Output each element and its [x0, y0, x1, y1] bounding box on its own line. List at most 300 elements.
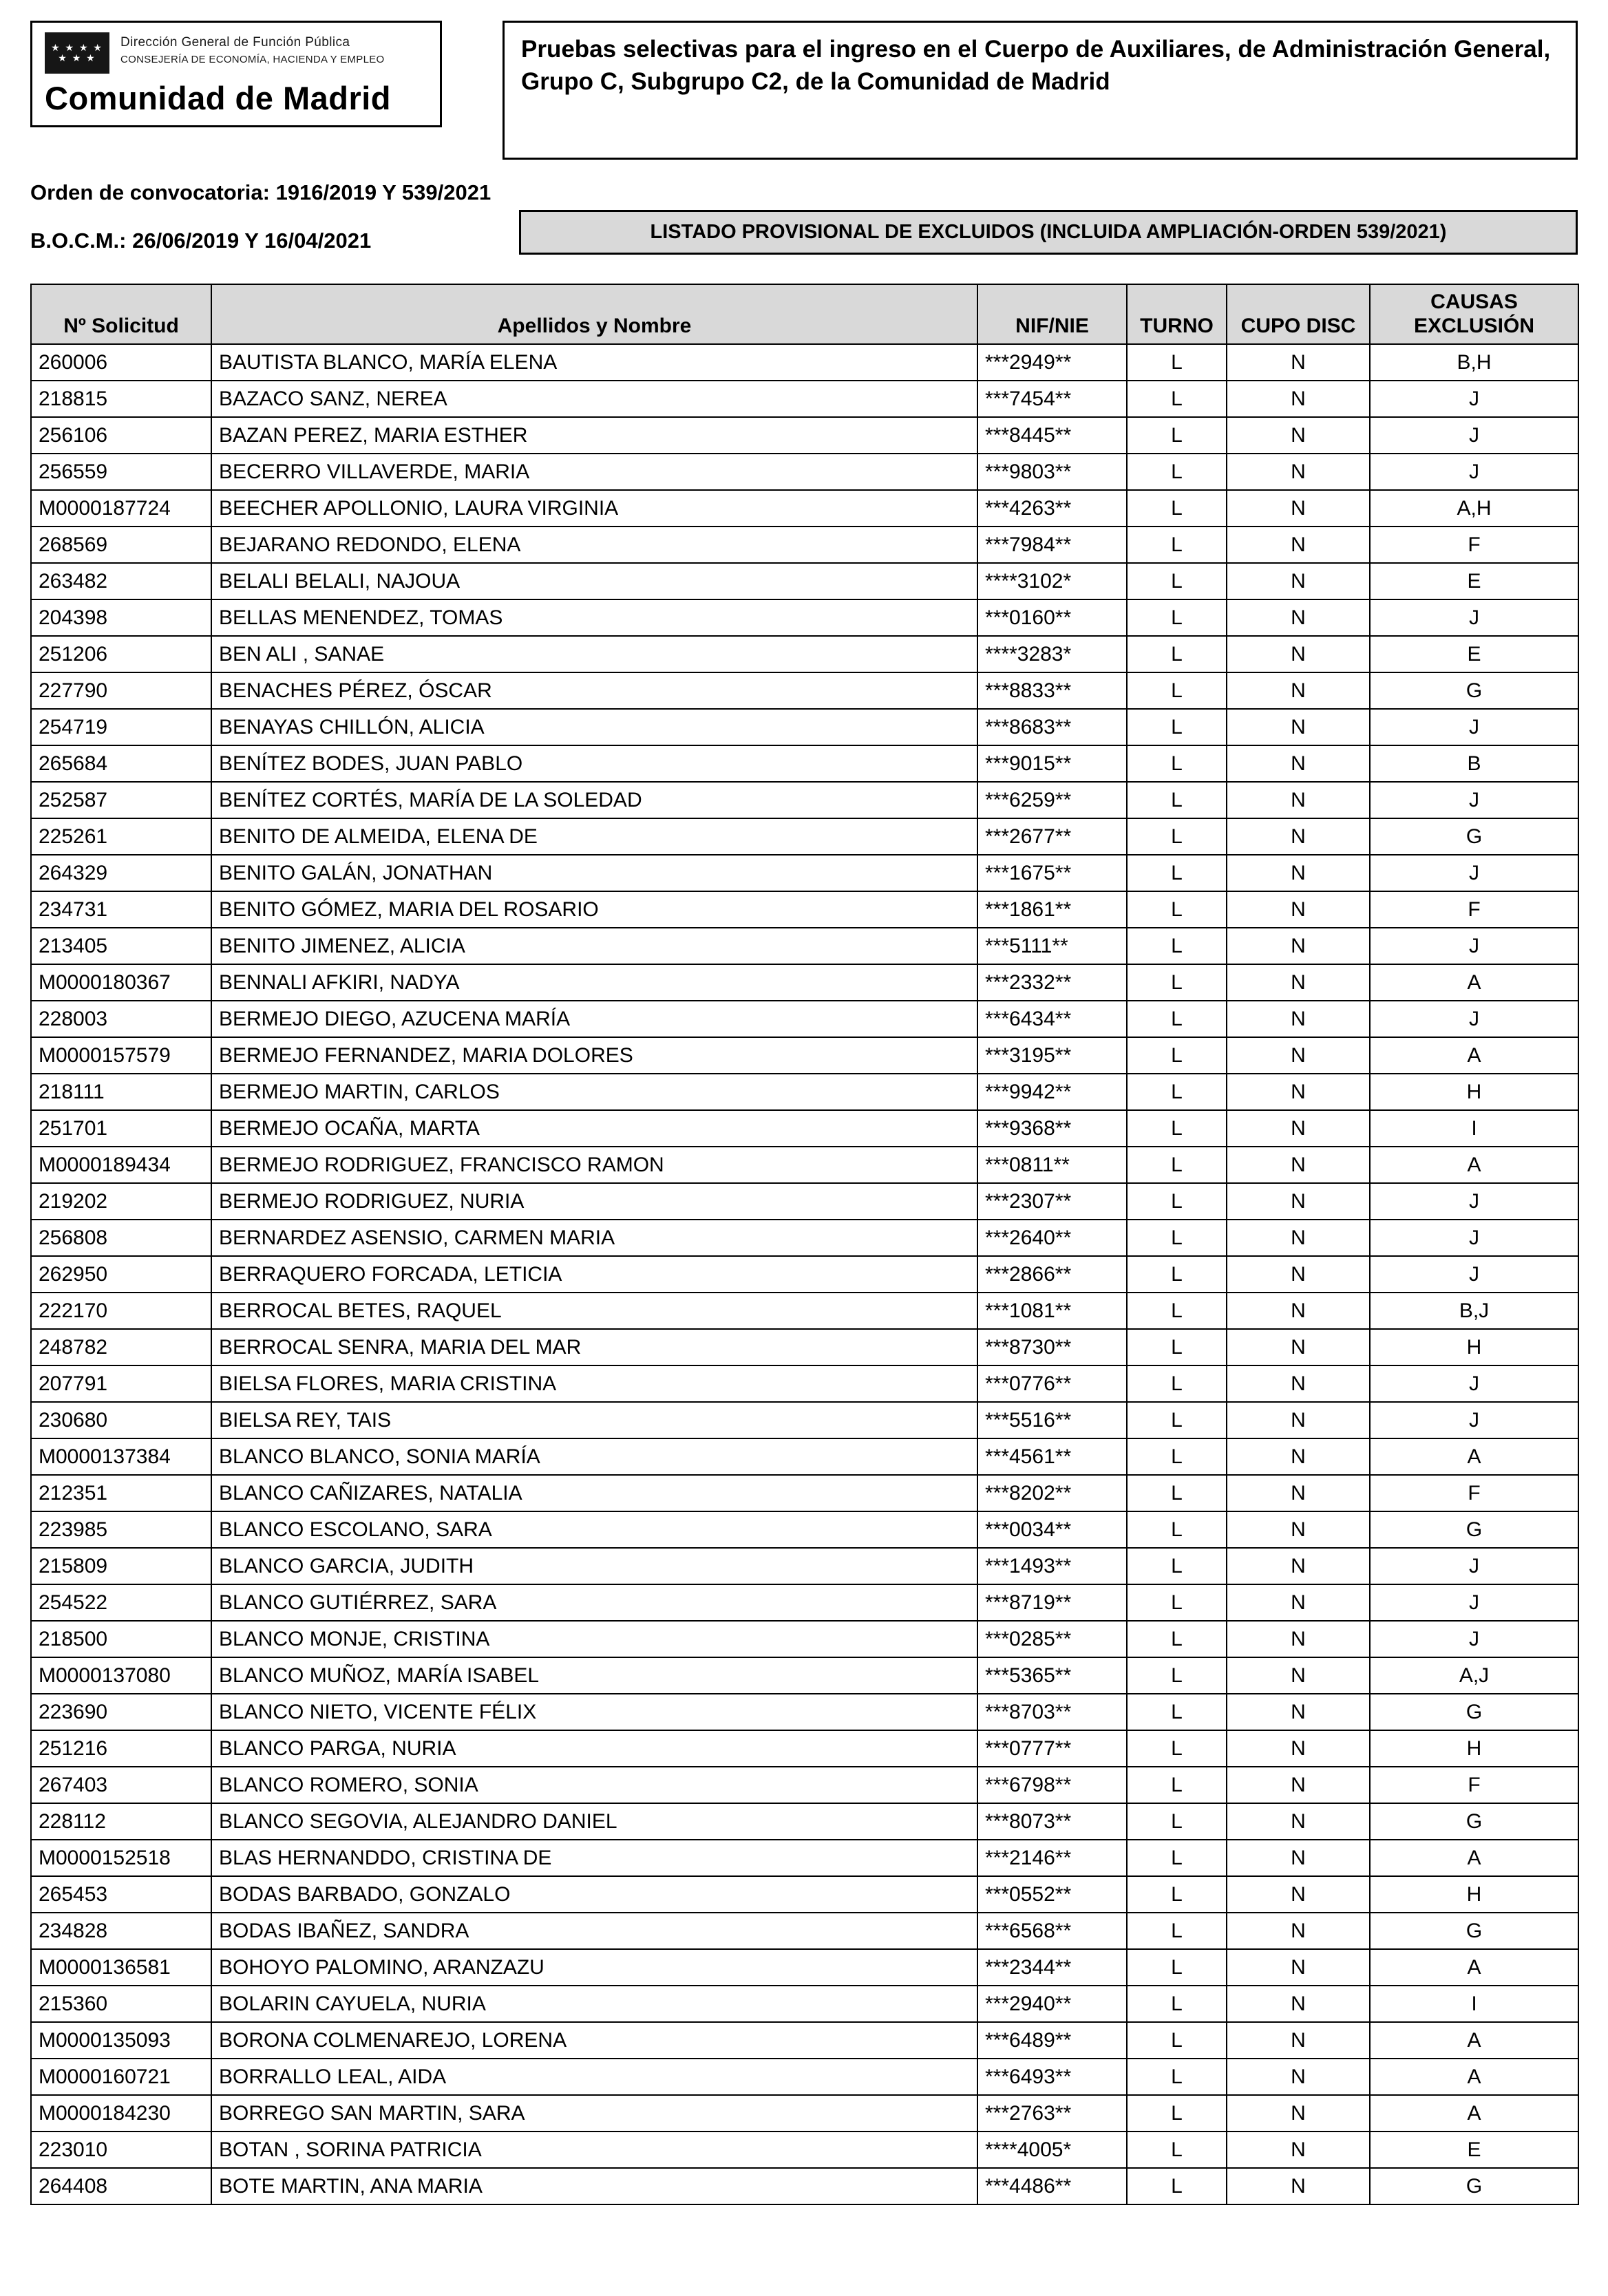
- solicitud-cell: M0000137080: [31, 1657, 211, 1694]
- turno-cell: L: [1127, 381, 1227, 417]
- table-row: [31, 1147, 1578, 1183]
- cupo-cell: N: [1227, 1183, 1370, 1220]
- table-row: [31, 1876, 1578, 1913]
- nif-cell: ****3102*: [977, 563, 1127, 599]
- solicitud-cell: M0000152518: [31, 1840, 211, 1876]
- table-row: [31, 490, 1578, 527]
- causas-cell: B: [1370, 745, 1578, 782]
- nif-cell: ***1081**: [977, 1293, 1127, 1329]
- header-nif-nie: NIF/NIE: [977, 284, 1127, 344]
- turno-cell: L: [1127, 1694, 1227, 1730]
- nif-cell: ***0034**: [977, 1511, 1127, 1548]
- cupo-cell: N: [1227, 1293, 1370, 1329]
- causas-cell: E: [1370, 563, 1578, 599]
- nombre-cell: BENAYAS CHILLÓN, ALICIA: [211, 709, 977, 745]
- nombre-cell: BERMEJO RODRIGUEZ, FRANCISCO RAMON: [211, 1147, 977, 1183]
- table-row: [31, 1657, 1578, 1694]
- nif-cell: ***2763**: [977, 2095, 1127, 2132]
- causas-cell: I: [1370, 1986, 1578, 2022]
- cupo-cell: N: [1227, 563, 1370, 599]
- cupo-cell: N: [1227, 454, 1370, 490]
- nif-cell: ***8202**: [977, 1475, 1127, 1511]
- causas-cell: J: [1370, 1001, 1578, 1037]
- solicitud-cell: 212351: [31, 1475, 211, 1511]
- solicitud-cell: 222170: [31, 1293, 211, 1329]
- turno-cell: L: [1127, 1220, 1227, 1256]
- turno-cell: L: [1127, 1584, 1227, 1621]
- turno-cell: L: [1127, 1621, 1227, 1657]
- solicitud-cell: M0000157579: [31, 1037, 211, 1074]
- solicitud-cell: 213405: [31, 928, 211, 964]
- causas-cell: A,J: [1370, 1657, 1578, 1694]
- nombre-cell: BLAS HERNANDDO, CRISTINA DE: [211, 1840, 977, 1876]
- nif-cell: ***6259**: [977, 782, 1127, 818]
- nombre-cell: BOLARIN CAYUELA, NURIA: [211, 1986, 977, 2022]
- turno-cell: L: [1127, 818, 1227, 855]
- causas-cell: J: [1370, 1220, 1578, 1256]
- turno-cell: L: [1127, 454, 1227, 490]
- causas-cell: A: [1370, 964, 1578, 1001]
- table-row: [31, 891, 1578, 928]
- causas-cell: J: [1370, 1402, 1578, 1438]
- solicitud-cell: 254719: [31, 709, 211, 745]
- solicitud-cell: 215360: [31, 1986, 211, 2022]
- orden-convocatoria: Orden de convocatoria: 1916/2019 Y 539/2021: [30, 180, 491, 204]
- table-row: [31, 2095, 1578, 2132]
- nombre-cell: BORONA COLMENAREJO, LORENA: [211, 2022, 977, 2059]
- nombre-cell: BIELSA REY, TAIS: [211, 1402, 977, 1438]
- causas-cell: A: [1370, 1438, 1578, 1475]
- turno-cell: L: [1127, 2022, 1227, 2059]
- causas-cell: J: [1370, 599, 1578, 636]
- nombre-cell: BERRAQUERO FORCADA, LETICIA: [211, 1256, 977, 1293]
- solicitud-cell: 256808: [31, 1220, 211, 1256]
- table-row: [31, 928, 1578, 964]
- nombre-cell: BERMEJO OCAÑA, MARTA: [211, 1110, 977, 1147]
- causas-cell: A: [1370, 1147, 1578, 1183]
- title-box: [502, 21, 1578, 160]
- solicitud-cell: M0000189434: [31, 1147, 211, 1183]
- causas-cell: J: [1370, 1365, 1578, 1402]
- turno-cell: L: [1127, 2095, 1227, 2132]
- nombre-cell: BORRALLO LEAL, AIDA: [211, 2059, 977, 2095]
- table-row: [31, 1475, 1578, 1511]
- causas-cell: A: [1370, 2059, 1578, 2095]
- causas-cell: F: [1370, 891, 1578, 928]
- nif-cell: ***0285**: [977, 1621, 1127, 1657]
- table-row: [31, 2022, 1578, 2059]
- nombre-cell: BENÍTEZ CORTÉS, MARÍA DE LA SOLEDAD: [211, 782, 977, 818]
- cupo-cell: N: [1227, 1001, 1370, 1037]
- cupo-cell: N: [1227, 1840, 1370, 1876]
- logo-line-direccion: Dirección General de Función Pública: [120, 35, 350, 50]
- nif-cell: ***0776**: [977, 1365, 1127, 1402]
- nombre-cell: BEECHER APOLLONIO, LAURA VIRGINIA: [211, 490, 977, 527]
- solicitud-cell: 251206: [31, 636, 211, 672]
- nombre-cell: BAUTISTA BLANCO, MARÍA ELENA: [211, 344, 977, 381]
- nif-cell: ***6493**: [977, 2059, 1127, 2095]
- nombre-cell: BENITO GÓMEZ, MARIA DEL ROSARIO: [211, 891, 977, 928]
- cupo-cell: N: [1227, 1511, 1370, 1548]
- header-turno: TURNO: [1127, 284, 1227, 344]
- causas-cell: J: [1370, 928, 1578, 964]
- causas-cell: J: [1370, 709, 1578, 745]
- causas-cell: H: [1370, 1730, 1578, 1767]
- causas-cell: J: [1370, 1584, 1578, 1621]
- nif-cell: ***2640**: [977, 1220, 1127, 1256]
- nif-cell: ***6798**: [977, 1767, 1127, 1803]
- nif-cell: ***6568**: [977, 1913, 1127, 1949]
- solicitud-cell: 230680: [31, 1402, 211, 1438]
- turno-cell: L: [1127, 1730, 1227, 1767]
- cupo-cell: N: [1227, 490, 1370, 527]
- table-row: [31, 672, 1578, 709]
- table-row: [31, 1511, 1578, 1548]
- causas-cell: J: [1370, 1548, 1578, 1584]
- header-causas-exclusion: CAUSAS EXCLUSIÓN: [1370, 284, 1578, 344]
- solicitud-cell: M0000135093: [31, 2022, 211, 2059]
- logo-box: [30, 21, 442, 127]
- nif-cell: ***8683**: [977, 709, 1127, 745]
- nombre-cell: BEN ALI , SANAE: [211, 636, 977, 672]
- nif-cell: ***8719**: [977, 1584, 1127, 1621]
- nombre-cell: BERROCAL BETES, RAQUEL: [211, 1293, 977, 1329]
- cupo-cell: N: [1227, 1986, 1370, 2022]
- nombre-cell: BELLAS MENENDEZ, TOMAS: [211, 599, 977, 636]
- turno-cell: L: [1127, 1767, 1227, 1803]
- cupo-cell: N: [1227, 782, 1370, 818]
- turno-cell: L: [1127, 344, 1227, 381]
- nif-cell: ***4561**: [977, 1438, 1127, 1475]
- table-row: [31, 381, 1578, 417]
- nombre-cell: BOTAN , SORINA PATRICIA: [211, 2132, 977, 2168]
- cupo-cell: N: [1227, 1147, 1370, 1183]
- nombre-cell: BODAS IBAÑEZ, SANDRA: [211, 1913, 977, 1949]
- turno-cell: L: [1127, 1365, 1227, 1402]
- turno-cell: L: [1127, 599, 1227, 636]
- nombre-cell: BLANCO GARCIA, JUDITH: [211, 1548, 977, 1584]
- cupo-cell: N: [1227, 1876, 1370, 1913]
- cupo-cell: N: [1227, 1329, 1370, 1365]
- table-row: [31, 1220, 1578, 1256]
- turno-cell: L: [1127, 1803, 1227, 1840]
- nif-cell: ***5516**: [977, 1402, 1127, 1438]
- table-row: [31, 636, 1578, 672]
- causas-cell: J: [1370, 1256, 1578, 1293]
- nif-cell: ****4005*: [977, 2132, 1127, 2168]
- nif-cell: ***9803**: [977, 454, 1127, 490]
- table-row: [31, 1183, 1578, 1220]
- solicitud-cell: M0000160721: [31, 2059, 211, 2095]
- nif-cell: ***2677**: [977, 818, 1127, 855]
- solicitud-cell: 254522: [31, 1584, 211, 1621]
- nombre-cell: BENACHES PÉREZ, ÓSCAR: [211, 672, 977, 709]
- turno-cell: L: [1127, 2059, 1227, 2095]
- table-row: [31, 782, 1578, 818]
- causas-cell: J: [1370, 381, 1578, 417]
- turno-cell: L: [1127, 1913, 1227, 1949]
- table-row: [31, 563, 1578, 599]
- cupo-cell: N: [1227, 818, 1370, 855]
- nif-cell: ***0160**: [977, 599, 1127, 636]
- listado-banner: [519, 210, 1578, 255]
- exclusion-table: [30, 284, 1579, 2205]
- turno-cell: L: [1127, 1183, 1227, 1220]
- nombre-cell: BLANCO BLANCO, SONIA MARÍA: [211, 1438, 977, 1475]
- causas-cell: G: [1370, 1913, 1578, 1949]
- nombre-cell: BLANCO GUTIÉRREZ, SARA: [211, 1584, 977, 1621]
- turno-cell: L: [1127, 709, 1227, 745]
- nif-cell: ***7984**: [977, 527, 1127, 563]
- brand-comunidad-de-madrid: Comunidad de Madrid: [45, 80, 391, 116]
- table-row: [31, 1840, 1578, 1876]
- solicitud-cell: 262950: [31, 1256, 211, 1293]
- cupo-cell: N: [1227, 1803, 1370, 1840]
- turno-cell: L: [1127, 1293, 1227, 1329]
- solicitud-cell: 225261: [31, 818, 211, 855]
- solicitud-cell: 215809: [31, 1548, 211, 1584]
- nombre-cell: BLANCO CAÑIZARES, NATALIA: [211, 1475, 977, 1511]
- logo-text-lines: [120, 32, 385, 65]
- causas-cell: E: [1370, 2132, 1578, 2168]
- cupo-cell: N: [1227, 1110, 1370, 1147]
- table-row: [31, 1913, 1578, 1949]
- solicitud-cell: 251216: [31, 1730, 211, 1767]
- turno-cell: L: [1127, 417, 1227, 454]
- solicitud-cell: 260006: [31, 344, 211, 381]
- meta-left: [30, 180, 491, 255]
- solicitud-cell: 234731: [31, 891, 211, 928]
- cupo-cell: N: [1227, 891, 1370, 928]
- cupo-cell: N: [1227, 1037, 1370, 1074]
- nombre-cell: BLANCO SEGOVIA, ALEJANDRO DANIEL: [211, 1803, 977, 1840]
- table-head: [31, 284, 1578, 344]
- solicitud-cell: M0000180367: [31, 964, 211, 1001]
- turno-cell: L: [1127, 1949, 1227, 1986]
- cupo-cell: N: [1227, 1475, 1370, 1511]
- causas-cell: G: [1370, 1511, 1578, 1548]
- nif-cell: ***8833**: [977, 672, 1127, 709]
- table-row: [31, 818, 1578, 855]
- nif-cell: ***8730**: [977, 1329, 1127, 1365]
- solicitud-cell: 264329: [31, 855, 211, 891]
- causas-cell: J: [1370, 454, 1578, 490]
- turno-cell: L: [1127, 928, 1227, 964]
- nombre-cell: BENITO DE ALMEIDA, ELENA DE: [211, 818, 977, 855]
- solicitud-cell: M0000187724: [31, 490, 211, 527]
- table-row: [31, 2132, 1578, 2168]
- causas-cell: G: [1370, 1803, 1578, 1840]
- nombre-cell: BLANCO MONJE, CRISTINA: [211, 1621, 977, 1657]
- logo-line-consejeria: CONSEJERÍA DE ECONOMÍA, HACIENDA Y EMPLEO: [120, 54, 385, 65]
- turno-cell: L: [1127, 563, 1227, 599]
- nif-cell: ***4486**: [977, 2168, 1127, 2204]
- causas-cell: B,J: [1370, 1293, 1578, 1329]
- solicitud-cell: 218111: [31, 1074, 211, 1110]
- turno-cell: L: [1127, 745, 1227, 782]
- nif-cell: ***5111**: [977, 928, 1127, 964]
- turno-cell: L: [1127, 1876, 1227, 1913]
- cupo-cell: N: [1227, 1584, 1370, 1621]
- turno-cell: L: [1127, 636, 1227, 672]
- cupo-cell: N: [1227, 636, 1370, 672]
- causas-cell: B,H: [1370, 344, 1578, 381]
- table-row: [31, 1694, 1578, 1730]
- turno-cell: L: [1127, 1986, 1227, 2022]
- table-row: [31, 1730, 1578, 1767]
- cupo-cell: N: [1227, 1621, 1370, 1657]
- turno-cell: L: [1127, 1475, 1227, 1511]
- nif-cell: ***2344**: [977, 1949, 1127, 1986]
- solicitud-cell: 218500: [31, 1621, 211, 1657]
- cupo-cell: N: [1227, 2132, 1370, 2168]
- madrid-flag-icon: [45, 32, 109, 74]
- nif-cell: ***7454**: [977, 381, 1127, 417]
- causas-cell: E: [1370, 636, 1578, 672]
- cupo-cell: N: [1227, 672, 1370, 709]
- nombre-cell: BLANCO ESCOLANO, SARA: [211, 1511, 977, 1548]
- solicitud-cell: 219202: [31, 1183, 211, 1220]
- nombre-cell: BENITO GALÁN, JONATHAN: [211, 855, 977, 891]
- causas-cell: G: [1370, 1694, 1578, 1730]
- cupo-cell: N: [1227, 2059, 1370, 2095]
- nombre-cell: BAZAN PEREZ, MARIA ESTHER: [211, 417, 977, 454]
- causas-cell: F: [1370, 1767, 1578, 1803]
- cupo-cell: N: [1227, 1256, 1370, 1293]
- causas-cell: H: [1370, 1876, 1578, 1913]
- nombre-cell: BENNALI AFKIRI, NADYA: [211, 964, 977, 1001]
- table-row: [31, 745, 1578, 782]
- cupo-cell: N: [1227, 1220, 1370, 1256]
- table-row: [31, 2168, 1578, 2204]
- solicitud-cell: 251701: [31, 1110, 211, 1147]
- causas-cell: A: [1370, 1949, 1578, 1986]
- nif-cell: ****3283*: [977, 636, 1127, 672]
- solicitud-cell: M0000137384: [31, 1438, 211, 1475]
- nombre-cell: BERNARDEZ ASENSIO, CARMEN MARIA: [211, 1220, 977, 1256]
- table-row: [31, 599, 1578, 636]
- solicitud-cell: 204398: [31, 599, 211, 636]
- solicitud-cell: 223985: [31, 1511, 211, 1548]
- turno-cell: L: [1127, 1001, 1227, 1037]
- nif-cell: ***1675**: [977, 855, 1127, 891]
- nif-cell: ***2307**: [977, 1183, 1127, 1220]
- nombre-cell: BLANCO ROMERO, SONIA: [211, 1767, 977, 1803]
- solicitud-cell: 207791: [31, 1365, 211, 1402]
- table-row: [31, 964, 1578, 1001]
- turno-cell: L: [1127, 2168, 1227, 2204]
- nif-cell: ***0811**: [977, 1147, 1127, 1183]
- header-apellidos-nombre: Apellidos y Nombre: [211, 284, 977, 344]
- nombre-cell: BECERRO VILLAVERDE, MARIA: [211, 454, 977, 490]
- cupo-cell: N: [1227, 745, 1370, 782]
- solicitud-cell: 264408: [31, 2168, 211, 2204]
- nif-cell: ***8703**: [977, 1694, 1127, 1730]
- nif-cell: ***9368**: [977, 1110, 1127, 1147]
- solicitud-cell: 248782: [31, 1329, 211, 1365]
- cupo-cell: N: [1227, 1657, 1370, 1694]
- table-row: [31, 1621, 1578, 1657]
- nif-cell: ***0552**: [977, 1876, 1127, 1913]
- cupo-cell: N: [1227, 2095, 1370, 2132]
- turno-cell: L: [1127, 1147, 1227, 1183]
- solicitud-cell: 228112: [31, 1803, 211, 1840]
- causas-cell: F: [1370, 1475, 1578, 1511]
- solicitud-cell: 252587: [31, 782, 211, 818]
- table-row: [31, 1074, 1578, 1110]
- nif-cell: ***5365**: [977, 1657, 1127, 1694]
- nombre-cell: BOTE MARTIN, ANA MARIA: [211, 2168, 977, 2204]
- causas-cell: A: [1370, 2022, 1578, 2059]
- turno-cell: L: [1127, 1402, 1227, 1438]
- table-row: [31, 1767, 1578, 1803]
- turno-cell: L: [1127, 527, 1227, 563]
- nif-cell: ***3195**: [977, 1037, 1127, 1074]
- header-solicitud: Nº Solicitud: [31, 284, 211, 344]
- nombre-cell: BLANCO PARGA, NURIA: [211, 1730, 977, 1767]
- solicitud-cell: 267403: [31, 1767, 211, 1803]
- table-row: [31, 1803, 1578, 1840]
- causas-cell: G: [1370, 2168, 1578, 2204]
- nif-cell: ***2866**: [977, 1256, 1127, 1293]
- nif-cell: ***1861**: [977, 891, 1127, 928]
- nif-cell: ***2146**: [977, 1840, 1127, 1876]
- cupo-cell: N: [1227, 1548, 1370, 1584]
- table-header-row: [31, 284, 1578, 344]
- nif-cell: ***6434**: [977, 1001, 1127, 1037]
- flag-stars-row1: ★ ★ ★ ★: [51, 42, 103, 54]
- cupo-cell: N: [1227, 1767, 1370, 1803]
- table-row: [31, 1402, 1578, 1438]
- table-row: [31, 1584, 1578, 1621]
- table-body: [31, 344, 1578, 2204]
- cupo-cell: N: [1227, 1074, 1370, 1110]
- nif-cell: ***8073**: [977, 1803, 1127, 1840]
- solicitud-cell: 223010: [31, 2132, 211, 2168]
- nif-cell: ***1493**: [977, 1548, 1127, 1584]
- turno-cell: L: [1127, 1548, 1227, 1584]
- causas-cell: J: [1370, 782, 1578, 818]
- turno-cell: L: [1127, 855, 1227, 891]
- table-row: [31, 1438, 1578, 1475]
- cupo-cell: N: [1227, 1730, 1370, 1767]
- nombre-cell: BERMEJO DIEGO, AZUCENA MARÍA: [211, 1001, 977, 1037]
- nombre-cell: BENITO JIMENEZ, ALICIA: [211, 928, 977, 964]
- nombre-cell: BERMEJO MARTIN, CARLOS: [211, 1074, 977, 1110]
- nif-cell: ***6489**: [977, 2022, 1127, 2059]
- nif-cell: ***2940**: [977, 1986, 1127, 2022]
- flag-stars-row2: ★ ★ ★: [58, 52, 96, 63]
- nombre-cell: BAZACO SANZ, NEREA: [211, 381, 977, 417]
- causas-cell: H: [1370, 1074, 1578, 1110]
- solicitud-cell: 227790: [31, 672, 211, 709]
- cupo-cell: N: [1227, 928, 1370, 964]
- table-row: [31, 709, 1578, 745]
- nombre-cell: BLANCO NIETO, VICENTE FÉLIX: [211, 1694, 977, 1730]
- causas-cell: A: [1370, 1840, 1578, 1876]
- causas-cell: J: [1370, 855, 1578, 891]
- table-row: [31, 1256, 1578, 1293]
- cupo-cell: N: [1227, 1694, 1370, 1730]
- solicitud-cell: 234828: [31, 1913, 211, 1949]
- causas-cell: J: [1370, 417, 1578, 454]
- cupo-cell: N: [1227, 2168, 1370, 2204]
- turno-cell: L: [1127, 1074, 1227, 1110]
- cupo-cell: N: [1227, 417, 1370, 454]
- turno-cell: L: [1127, 1037, 1227, 1074]
- turno-cell: L: [1127, 1110, 1227, 1147]
- causas-cell: J: [1370, 1621, 1578, 1657]
